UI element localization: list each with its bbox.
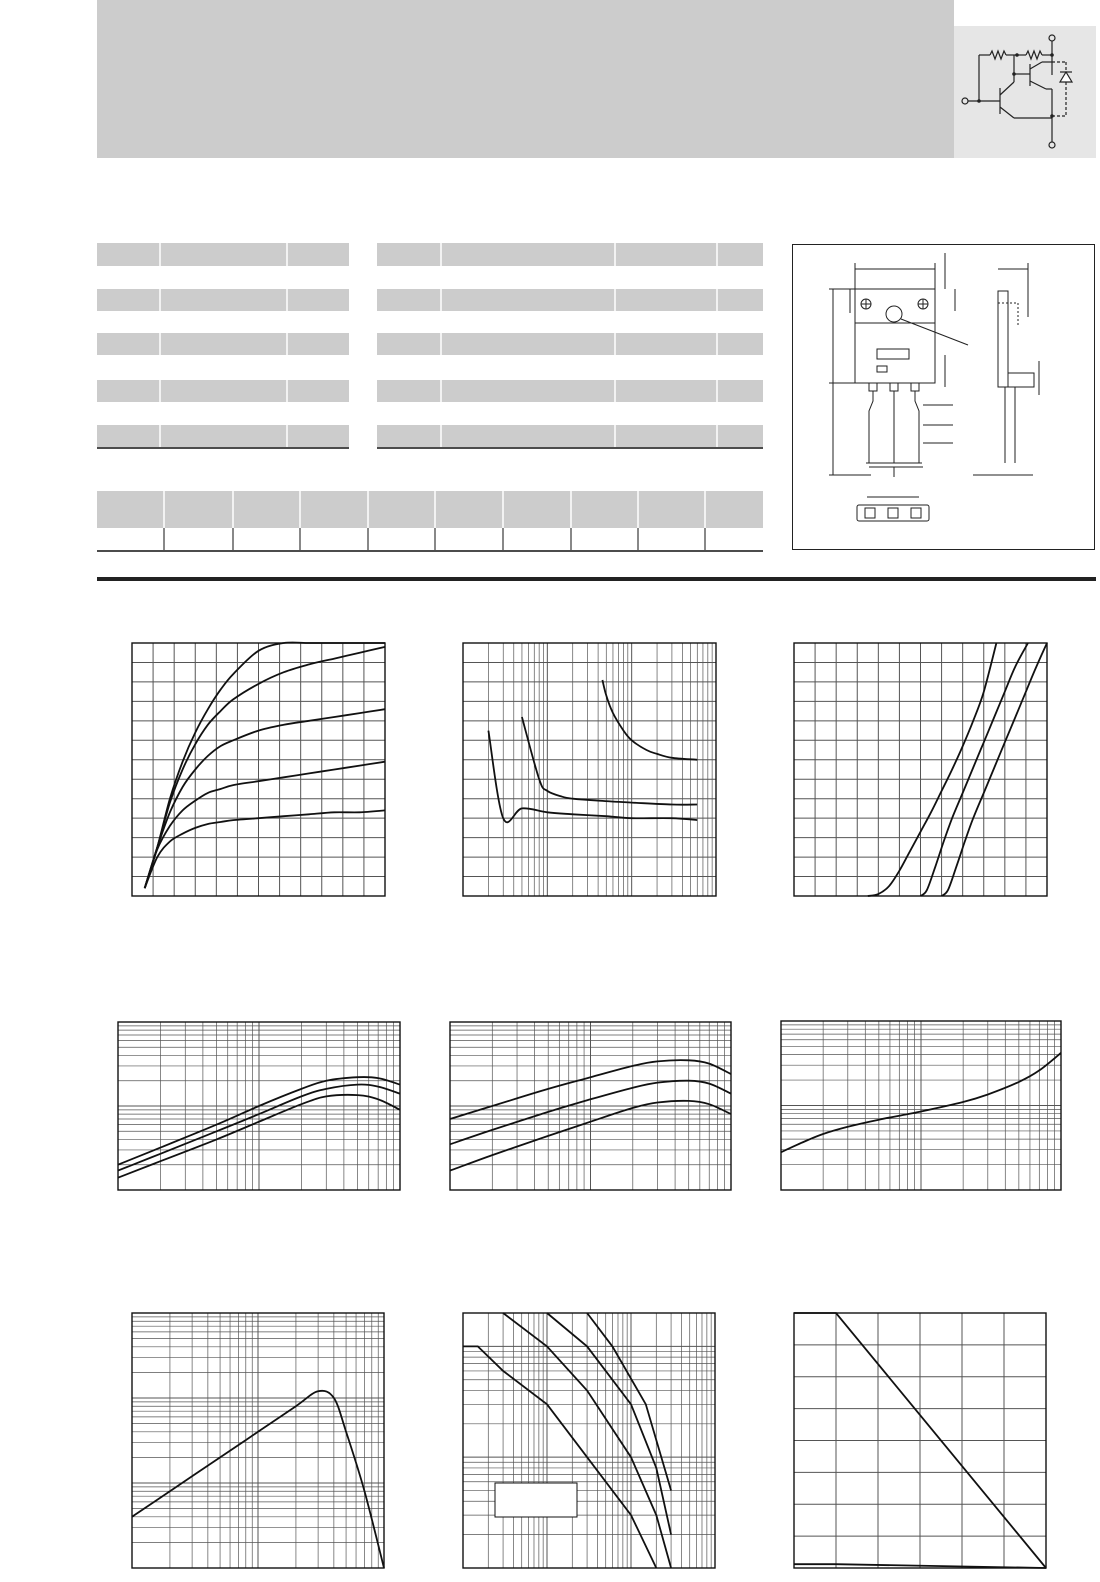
chart-1: [132, 643, 385, 896]
chart-5: [450, 1022, 731, 1190]
base-terminal-icon: [962, 98, 968, 104]
chart-7-plot: [132, 1313, 384, 1568]
ratings-table: [97, 243, 349, 451]
series-3-line: [602, 680, 697, 760]
series-1-line: [488, 731, 697, 823]
chart-6: [781, 1021, 1061, 1190]
collector-terminal-icon: [1049, 35, 1055, 41]
chart-9: [794, 1313, 1046, 1568]
chart-3-plot: [794, 643, 1047, 896]
header-band: [97, 0, 954, 158]
circuit-schematic: [954, 26, 1096, 158]
grid: [132, 643, 385, 896]
package-drawing: [793, 245, 1096, 551]
chart-7: [132, 1313, 384, 1568]
grid: [781, 1021, 1061, 1190]
series-1-line: [868, 643, 997, 896]
characteristics-table: [377, 243, 763, 451]
chart-8: [463, 1313, 715, 1568]
rank-table: [97, 491, 763, 553]
chart-3: [794, 643, 1047, 896]
equivalent-circuit: [954, 26, 1096, 158]
package-outline: [792, 244, 1095, 550]
chart-5-plot: [450, 1022, 731, 1190]
chart-8-plot: [463, 1313, 715, 1568]
legend-box: [495, 1483, 577, 1517]
series-3-line: [942, 643, 1047, 896]
series-4-line: [145, 762, 385, 889]
grid: [132, 1313, 384, 1568]
series-1-line: [145, 642, 385, 888]
chart-2: [463, 643, 716, 896]
diode-icon: [1060, 72, 1072, 82]
series-2-line: [522, 717, 697, 805]
chart-2-plot: [463, 643, 716, 896]
chart-4-plot: [118, 1022, 400, 1190]
chart-1-plot: [132, 643, 385, 896]
grid: [794, 1313, 1046, 1568]
grid: [463, 643, 716, 896]
grid: [463, 1313, 715, 1568]
emitter-terminal-icon: [1049, 142, 1055, 148]
plot-frame: [463, 643, 716, 896]
chart-4: [118, 1022, 400, 1190]
series-2-line: [921, 643, 1029, 896]
section-separator: [97, 577, 1096, 581]
chart-6-plot: [781, 1021, 1061, 1190]
chart-9-plot: [794, 1313, 1046, 1568]
